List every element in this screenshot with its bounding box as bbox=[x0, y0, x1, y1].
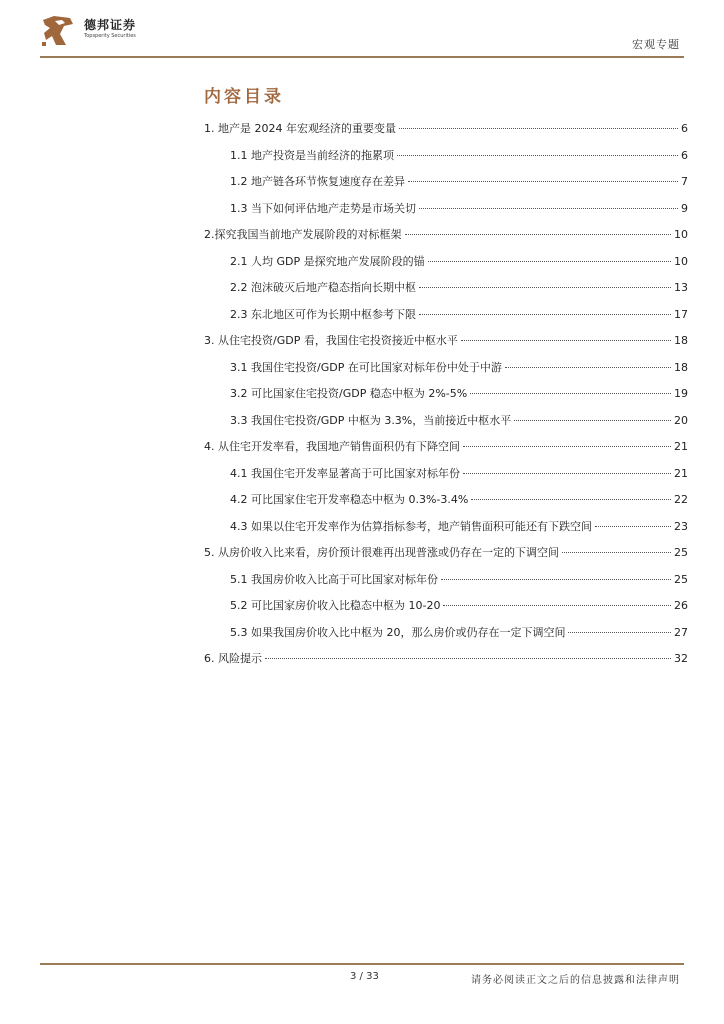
toc-dot-leader bbox=[463, 473, 671, 474]
toc-entry-page: 26 bbox=[674, 599, 688, 612]
toc-dot-leader bbox=[441, 579, 671, 580]
toc-subsection-entry[interactable] bbox=[230, 465, 688, 483]
toc-section-entry[interactable] bbox=[204, 226, 688, 244]
toc-entry-page: 9 bbox=[681, 201, 688, 215]
toc-subsection-entry[interactable] bbox=[230, 571, 688, 589]
toc-dot-leader bbox=[408, 181, 678, 182]
toc-dot-leader bbox=[463, 446, 671, 447]
toc-subsection-entry[interactable] bbox=[230, 306, 688, 324]
toc-entry-title: 2.1 人均 GDP 是探究地产发展阶段的锚 bbox=[230, 254, 425, 268]
toc-dot-leader bbox=[443, 605, 671, 606]
brand-name-en: Topsperity Securities bbox=[84, 33, 136, 39]
header-divider bbox=[40, 56, 684, 58]
toc-dot-leader bbox=[265, 658, 671, 659]
toc-entry-page: 19 bbox=[674, 387, 688, 400]
toc-entry-page: 6 bbox=[681, 122, 688, 135]
toc-dot-leader bbox=[405, 234, 672, 235]
report-type-label: 宏观专题 bbox=[632, 38, 680, 51]
toc-subsection-entry[interactable] bbox=[230, 253, 688, 271]
page-number: 3 / 33 bbox=[350, 971, 379, 982]
toc-dot-leader bbox=[470, 393, 671, 394]
toc-section-entry[interactable] bbox=[204, 120, 688, 138]
toc-subsection-entry[interactable] bbox=[230, 491, 688, 509]
toc-entry-title: 4.2 可比国家住宅开发率稳态中枢为 0.3%-3.4% bbox=[230, 493, 469, 506]
toc-dot-leader bbox=[397, 155, 678, 156]
toc-subsection-entry[interactable] bbox=[230, 200, 688, 218]
toc-entry-title: 1.3 当下如何评估地产走势是市场关切 bbox=[230, 201, 416, 215]
toc-entry-title: 3.2 可比国家住宅投资/GDP 稳态中枢为 2%-5% bbox=[230, 387, 468, 400]
toc-entry-title: 3. 从住宅投资/GDP 看，我国住宅投资接近中枢水平 bbox=[204, 334, 458, 347]
toc-section-entry[interactable] bbox=[204, 544, 688, 562]
toc-entry-title: 3.1 我国住宅投资/GDP 在可比国家对标年份中处于中游 bbox=[230, 360, 502, 374]
toc-entry-title: 2.探究我国当前地产发展阶段的对标框架 bbox=[204, 228, 402, 241]
toc-entry-page: 10 bbox=[674, 228, 688, 241]
toc-section-entry[interactable] bbox=[204, 438, 688, 456]
toc-dot-leader bbox=[419, 314, 671, 315]
toc-subsection-entry[interactable] bbox=[230, 147, 688, 165]
toc-entry-title: 5.2 可比国家房价收入比稳态中枢为 10-20 bbox=[230, 599, 441, 612]
toc-entry-page: 27 bbox=[674, 625, 688, 639]
toc-entry-page: 13 bbox=[674, 281, 688, 294]
toc-entry-title: 5.3 如果我国房价收入比中枢为 20，那么房价或仍存在一定下调空间 bbox=[230, 625, 566, 639]
toc-subsection-entry[interactable] bbox=[230, 173, 688, 191]
toc-entry-page: 10 bbox=[674, 254, 688, 268]
toc-dot-leader bbox=[595, 526, 671, 527]
company-logo-icon bbox=[40, 14, 76, 48]
toc-entry-title: 2.3 东北地区可作为长期中枢参考下限 bbox=[230, 307, 416, 321]
toc-entry-page: 20 bbox=[674, 413, 688, 427]
toc-entry-page: 21 bbox=[674, 466, 688, 480]
toc-subsection-entry[interactable] bbox=[230, 597, 688, 615]
toc-entry-title: 2.2 泡沫破灭后地产稳态指向长期中枢 bbox=[230, 281, 416, 294]
toc-entry-page: 6 bbox=[681, 148, 688, 162]
toc-subsection-entry[interactable] bbox=[230, 279, 688, 297]
toc-entry-page: 22 bbox=[674, 493, 688, 506]
toc-entry-page: 23 bbox=[674, 519, 688, 533]
toc-entry-title: 4. 从住宅开发率看，我国地产销售面积仍有下降空间 bbox=[204, 440, 460, 453]
toc-entry-title: 1.2 地产链各环节恢复速度存在差异 bbox=[230, 175, 405, 188]
toc-dot-leader bbox=[419, 208, 678, 209]
toc-entry-page: 25 bbox=[674, 572, 688, 586]
page-header bbox=[0, 0, 724, 62]
toc-dot-leader bbox=[428, 261, 671, 262]
toc-entry-title: 5.1 我国房价收入比高于可比国家对标年份 bbox=[230, 572, 438, 586]
toc-dot-leader bbox=[419, 287, 671, 288]
footer-divider bbox=[40, 963, 684, 965]
company-logo bbox=[40, 14, 190, 50]
legal-disclaimer: 请务必阅读正文之后的信息披露和法律声明 bbox=[471, 975, 680, 986]
toc-subsection-entry[interactable] bbox=[230, 412, 688, 430]
toc-entry-page: 17 bbox=[674, 307, 688, 321]
toc-entry-title: 4.3 如果以住宅开发率作为估算指标参考，地产销售面积可能还有下跌空间 bbox=[230, 519, 592, 533]
toc-dot-leader bbox=[471, 499, 671, 500]
toc-entry-title: 3.3 我国住宅投资/GDP 中枢为 3.3%，当前接近中枢水平 bbox=[230, 413, 512, 427]
toc-entry-page: 18 bbox=[674, 360, 688, 374]
toc-subsection-entry[interactable] bbox=[230, 359, 688, 377]
brand-name-cn: 德邦证券 bbox=[84, 18, 137, 32]
toc-subsection-entry[interactable] bbox=[230, 385, 688, 403]
toc-dot-leader bbox=[514, 420, 671, 421]
toc-entry-page: 7 bbox=[681, 175, 688, 188]
toc-entry-page: 25 bbox=[674, 546, 688, 559]
toc-section-entry[interactable] bbox=[204, 332, 688, 350]
toc-entry-page: 18 bbox=[674, 334, 688, 347]
toc-entry-title: 1. 地产是 2024 年宏观经济的重要变量 bbox=[204, 122, 396, 135]
toc-entry-page: 21 bbox=[674, 440, 688, 453]
toc-subsection-entry[interactable] bbox=[230, 624, 688, 642]
toc-dot-leader bbox=[505, 367, 671, 368]
toc-dot-leader bbox=[562, 552, 671, 553]
toc-title: 内容目录 bbox=[204, 87, 284, 107]
toc-entry-title: 4.1 我国住宅开发率显著高于可比国家对标年份 bbox=[230, 466, 460, 480]
toc-entry-page: 32 bbox=[674, 652, 688, 665]
toc-dot-leader bbox=[461, 340, 671, 341]
toc-section-entry[interactable] bbox=[204, 650, 688, 668]
toc-dot-leader bbox=[399, 128, 678, 129]
toc-dot-leader bbox=[568, 632, 671, 633]
toc-entry-title: 5. 从房价收入比来看，房价预计很难再出现普涨或仍存在一定的下调空间 bbox=[204, 546, 559, 559]
toc-subsection-entry[interactable] bbox=[230, 518, 688, 536]
toc-entry-title: 1.1 地产投资是当前经济的拖累项 bbox=[230, 148, 394, 162]
toc-entry-title: 6. 风险提示 bbox=[204, 652, 262, 665]
